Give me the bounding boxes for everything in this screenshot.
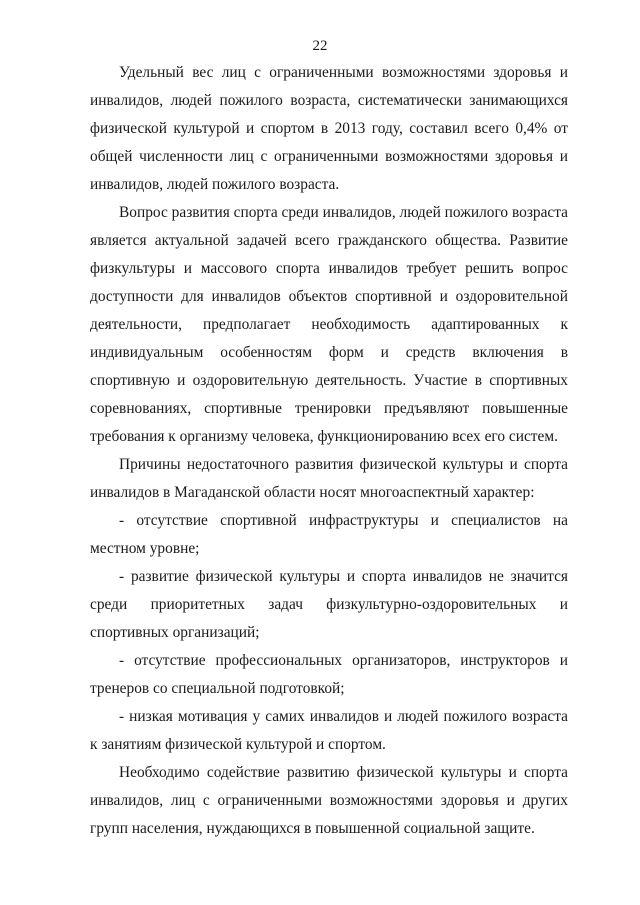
list-item-priorities: - развитие физической культуры и спорта инвалидов не значится среди приоритетных задач физкультурно-оздоровительных и спортивных организаций; <box>90 568 568 641</box>
paragraph-reasons-intro: Причины недостаточного развития физической культуры и спорта инвалидов в Магаданской области носят многоаспектный характер: <box>90 456 568 501</box>
paragraph-conclusion: Необходимо содействие развитию физической культуры и спорта инвалидов, лиц с ограниченными возможностями здоровья и других групп населения, нуждающихся в повышенной социальной защите. <box>90 764 568 837</box>
page-number: 22 <box>312 38 328 54</box>
paragraph-sport-development-issue: Вопрос развития спорта среди инвалидов, людей пожилого возраста является актуальной задачей всего гражданского общества. Развитие физкультуры и массового спорта инвалидов требует решить вопрос доступности для инвалидов объектов спортивной и оздоровительной деятельности, предполагает необходимость адаптированных к индивидуальным особенностям форм и средств включения в спортивную и оздоровительную деятельность. Участие в спортивных соревнованиях, спортивные тренировки предъявляют повышенные требования к организму человека, функционированию всех его систем. <box>90 204 568 445</box>
paragraph-share-statistics: Удельный вес лиц с ограниченными возможностями здоровья и инвалидов, людей пожилого возраста, систематически занимающихся физической культурой и спортом в 2013 году, составил всего 0,4% от общей численности лиц с ограниченными возможностями здоровья и инвалидов, людей пожилого возраста. <box>90 64 568 193</box>
document-body <box>90 59 568 843</box>
list-item-staff: - отсутствие профессиональных организаторов, инструкторов и тренеров со специальной подготовкой; <box>90 652 568 697</box>
list-item-infrastructure: - отсутствие спортивной инфраструктуры и специалистов на местном уровне; <box>90 512 568 557</box>
list-item-motivation: - низкая мотивация у самих инвалидов и людей пожилого возраста к занятиям физической культурой и спортом. <box>90 708 568 753</box>
